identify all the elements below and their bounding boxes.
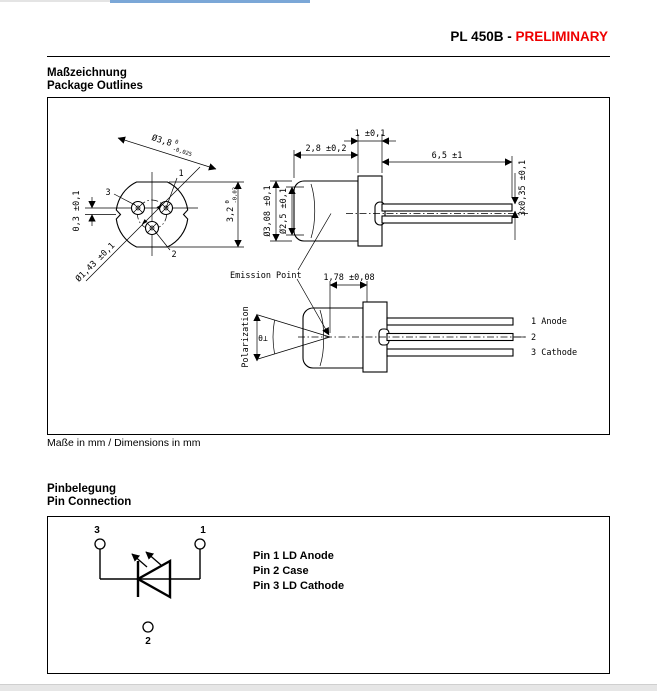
- lead3-label: 3 Cathode: [531, 348, 578, 358]
- pin3-description: Pin 3 LD Cathode: [253, 580, 345, 592]
- dim-flange-thickness: 1 ±0,1: [354, 129, 386, 139]
- emission-arrow-icon: [146, 552, 161, 565]
- divergence-angle-label: θ⊥: [258, 334, 268, 343]
- emission-point-label: Emission Point: [230, 271, 302, 281]
- terminal-1-label: 1: [200, 525, 206, 536]
- heading-en: Package Outlines: [47, 80, 143, 92]
- terminal-1: [195, 539, 205, 549]
- pin-2-symbol: [146, 222, 159, 235]
- pin-connection-drawing: [48, 517, 609, 671]
- front-pin1-label: 1: [178, 169, 184, 179]
- pin1-description: Pin 1 LD Anode: [253, 550, 334, 562]
- svg-text:Polarization: Polarization: [241, 306, 251, 368]
- side-view: [262, 129, 528, 270]
- title-separator: -: [507, 29, 512, 44]
- heading-de: Maßzeichnung: [47, 67, 127, 79]
- section-heading-pins: [47, 483, 131, 509]
- dim-emission-distance: 1,78 ±0,08: [323, 273, 375, 283]
- page-title: [450, 29, 608, 44]
- dim-lead-length: 6,5 ±1: [431, 151, 463, 161]
- svg-text:3,2: 3,2: [226, 206, 236, 223]
- heading-en: Pin Connection: [47, 496, 132, 508]
- status-badge: PRELIMINARY: [515, 29, 608, 44]
- dim-across-flats: [225, 187, 239, 222]
- svg-text:-0,03: -0,03: [232, 186, 239, 204]
- front-pin3-label: 3: [105, 188, 111, 198]
- pin2-description: Pin 2 Case: [253, 565, 309, 577]
- svg-text:Ø3,08 ±0,1: Ø3,08 ±0,1: [263, 185, 273, 237]
- svg-text:Ø2,5 ±0,1: Ø2,5 ±0,1: [279, 187, 289, 235]
- dim-pin-offset: [72, 191, 82, 232]
- dim-cap-length: 2,8 ±0,2: [305, 144, 347, 154]
- section-heading-outline: [47, 67, 143, 93]
- terminal-2: [143, 622, 153, 632]
- terminal-3: [95, 539, 105, 549]
- polarization-label: [241, 306, 251, 367]
- heading-de: Pinbelegung: [47, 483, 116, 495]
- front-pin2-label: 2: [171, 250, 177, 260]
- product-name: PL 450B: [450, 29, 504, 44]
- lead2-label: 2: [531, 333, 537, 343]
- lead1-label: 1 Anode: [531, 317, 567, 327]
- svg-text:0,3 ±0,1: 0,3 ±0,1: [72, 190, 82, 232]
- dim-cap-diameter: [150, 132, 195, 158]
- laser-diode-symbol: [132, 552, 170, 597]
- dim-lead-diameter: [518, 160, 528, 216]
- package-outline-box: [47, 97, 610, 435]
- package-outline-drawing: [48, 98, 609, 432]
- terminal-2-label: 2: [145, 636, 151, 647]
- pin-description: [253, 549, 344, 594]
- beam-view: [230, 271, 577, 372]
- dim-pin-circle: [73, 240, 117, 284]
- top-blue-bar: [110, 0, 310, 3]
- svg-text:3x0,35 ±0,1: 3x0,35 ±0,1: [518, 159, 528, 217]
- bottom-gray-strip: [0, 684, 657, 691]
- top-gray-strip: [0, 0, 112, 2]
- pin-connection-box: [47, 516, 610, 674]
- svg-text:0: 0: [225, 200, 231, 204]
- dim-cap-outer-diameter: [262, 185, 273, 236]
- svg-text:0: 0: [173, 139, 179, 146]
- terminal-3-label: 3: [94, 525, 100, 536]
- header-rule: [47, 56, 610, 57]
- svg-text:Ø3,8: Ø3,8: [150, 133, 173, 149]
- emission-arrow-icon: [132, 554, 147, 567]
- dimensions-caption: Maße in mm / Dimensions in mm: [47, 437, 201, 449]
- dim-window-diameter: [278, 188, 289, 234]
- svg-text:-0,025: -0,025: [171, 146, 193, 159]
- svg-text:Ø1,43 ±0,1: Ø1,43 ±0,1: [73, 240, 118, 285]
- front-view: [72, 132, 244, 284]
- pin-3-symbol: [132, 202, 145, 215]
